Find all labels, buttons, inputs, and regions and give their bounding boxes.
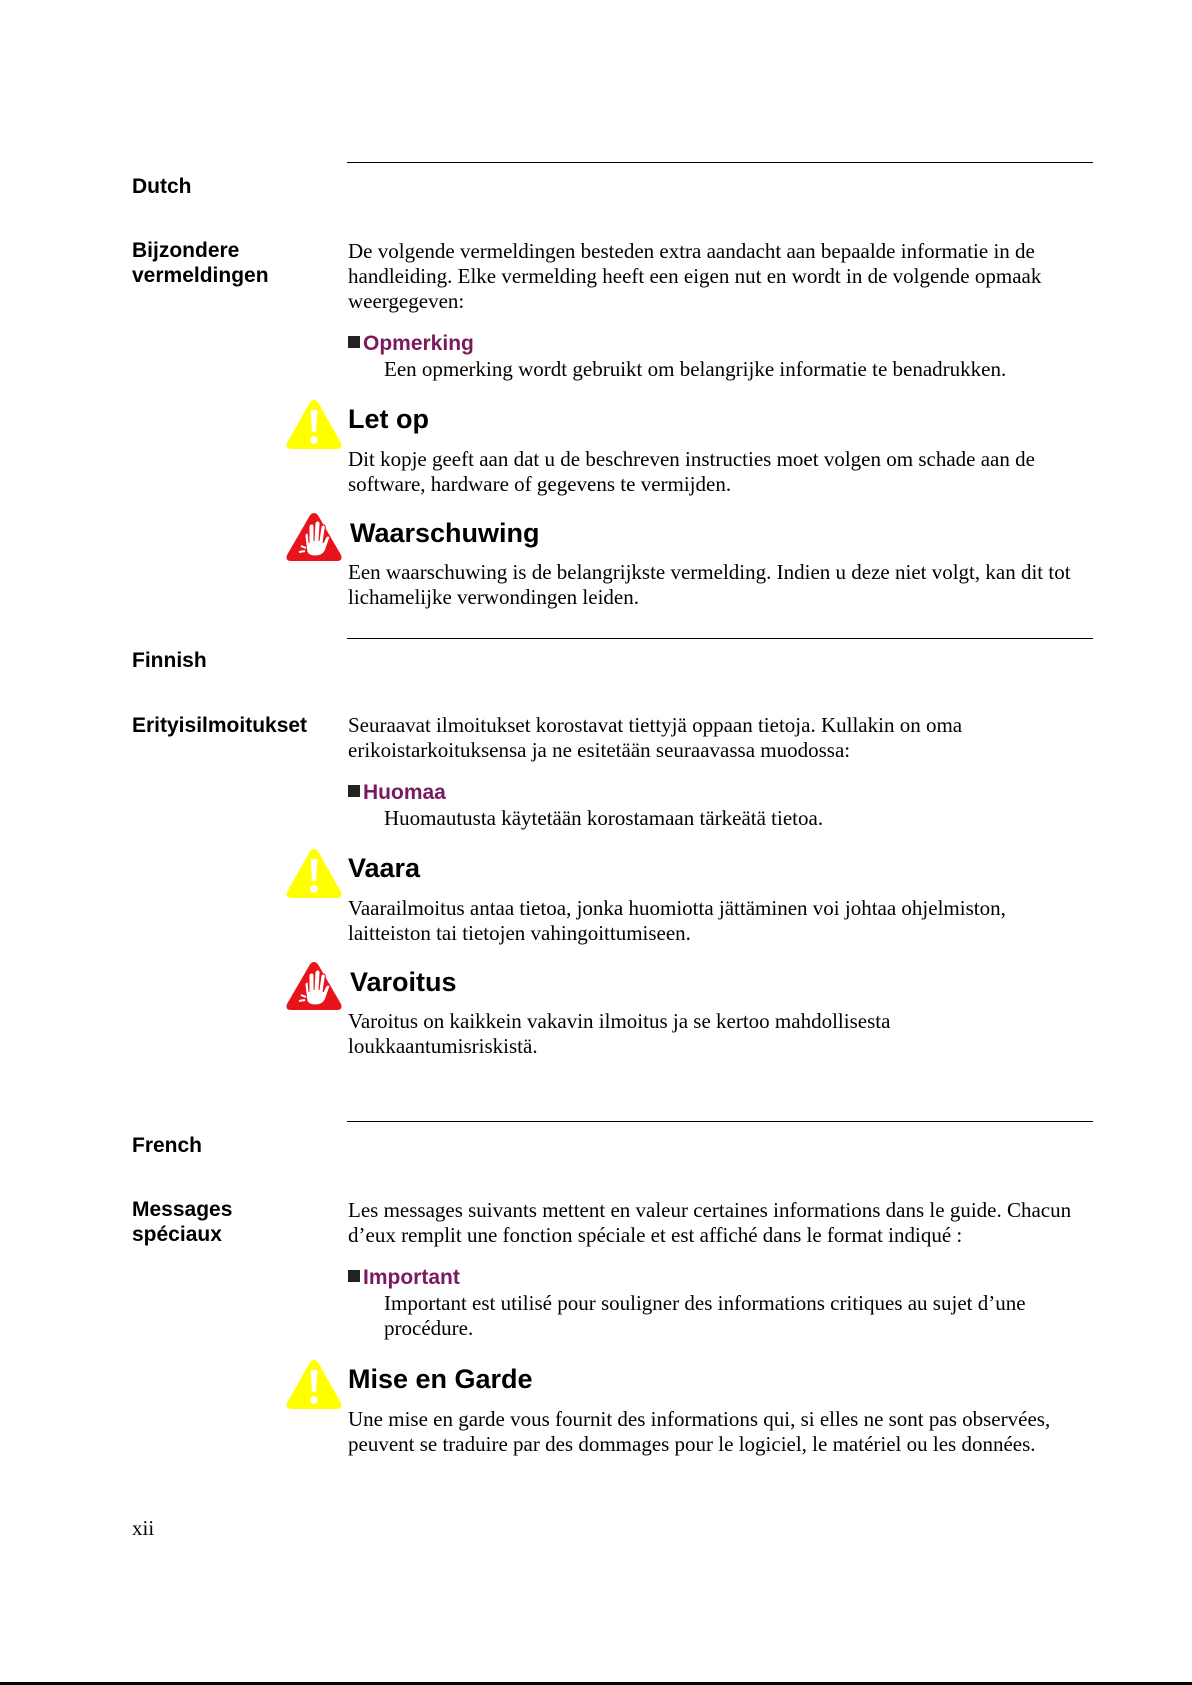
note-title: Important bbox=[348, 1265, 460, 1291]
language-label: Dutch bbox=[132, 175, 192, 198]
warning-body: Een waarschuwing is de belangrijkste vermelding. Indien u deze niet volgt, kan dit tot lichamelijke verwondingen leiden. bbox=[348, 560, 1071, 609]
note-title: Opmerking bbox=[348, 331, 474, 357]
caution-body: Dit kopje geeft aan dat u de beschreven instructies moet volgen om schade aan de software, hardware of gegevens te vermijden. bbox=[348, 447, 1035, 496]
section-heading: Messages spéciaux bbox=[132, 1198, 233, 1246]
caution-body: Une mise en garde vous fournit des informations qui, si elles ne sont pas observées, peuvent se traduire par des dommages pour le logiciel, le matériel ou les données. bbox=[348, 1407, 1051, 1456]
warning-title: Varoitus bbox=[350, 967, 457, 997]
caution-triangle-icon bbox=[284, 396, 344, 452]
section-heading: Bijzondere vermeldingen bbox=[132, 239, 269, 287]
section-divider bbox=[347, 162, 1093, 163]
warning-body: Varoitus on kaikkein vakavin ilmoitus ja se kertoo mahdollisesta loukkaantumisriskistä. bbox=[348, 1009, 891, 1058]
section-heading: Erityisilmoitukset bbox=[132, 714, 308, 737]
language-label: Finnish bbox=[132, 649, 207, 672]
caution-triangle-icon bbox=[284, 1356, 344, 1412]
intro-paragraph: Les messages suivants mettent en valeur certaines informations dans le guide. Chacun d’eux remplit une fonction spéciale et est affiché dans le format indiqué : bbox=[348, 1198, 1072, 1247]
warning-title: Waarschuwing bbox=[350, 518, 540, 548]
note-body: Een opmerking wordt gebruikt om belangrijke informatie te benadrukken. bbox=[384, 357, 1007, 381]
square-bullet-icon bbox=[348, 336, 360, 348]
note-body: Huomautusta käytetään korostamaan tärkeätä tietoa. bbox=[384, 806, 824, 830]
caution-title: Vaara bbox=[348, 853, 421, 883]
language-label: French bbox=[132, 1134, 203, 1157]
square-bullet-icon bbox=[348, 1270, 360, 1282]
caution-body: Vaarailmoitus antaa tietoa, jonka huomiotta jättäminen voi johtaa ohjelmiston, laitteiston tai tietojen vahingoittumiseen. bbox=[348, 896, 1006, 945]
section-divider bbox=[347, 1121, 1093, 1122]
square-bullet-icon bbox=[348, 785, 360, 797]
caution-triangle-icon bbox=[284, 845, 344, 901]
warning-hand-icon bbox=[284, 959, 344, 1013]
intro-paragraph: De volgende vermeldingen besteden extra aandacht aan bepaalde informatie in de handleiding. Elke vermelding heeft een eigen nut en wordt in de volgende opmaak weergegeven: bbox=[348, 239, 1042, 313]
note-body: Important est utilisé pour souligner des informations critiques au sujet d’une procédure. bbox=[384, 1291, 1026, 1340]
warning-hand-icon bbox=[284, 510, 344, 564]
note-title: Huomaa bbox=[348, 780, 446, 806]
caution-title: Let op bbox=[348, 404, 429, 434]
intro-paragraph: Seuraavat ilmoitukset korostavat tiettyjä oppaan tietoja. Kullakin on oma erikoistarkoituksensa ja ne esitetään seuraavassa muodossa: bbox=[348, 713, 963, 762]
caution-title: Mise en Garde bbox=[348, 1364, 533, 1394]
page-number: xii bbox=[132, 1516, 155, 1540]
section-divider bbox=[347, 638, 1093, 639]
